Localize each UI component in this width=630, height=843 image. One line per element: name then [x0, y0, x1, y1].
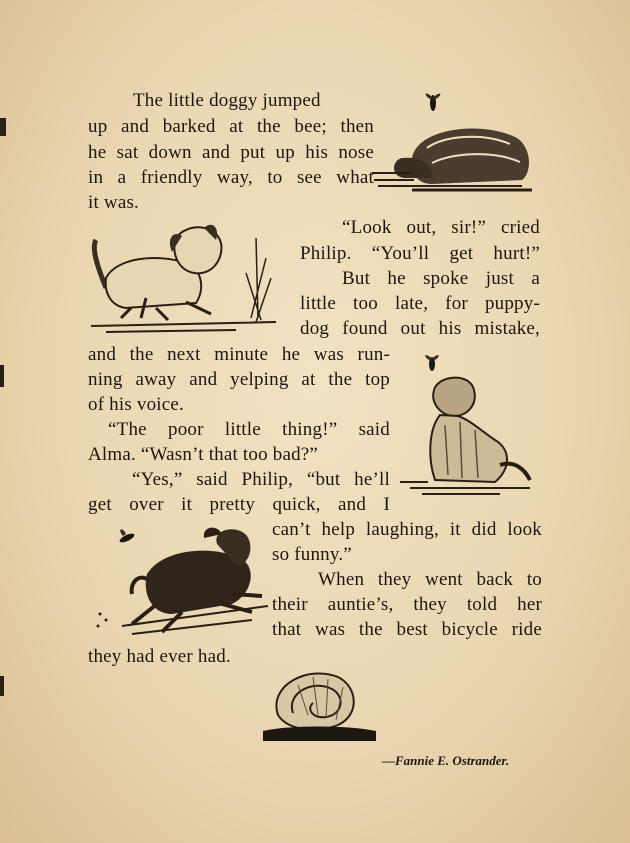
- story-line: “Look out, sir!” cried: [342, 217, 540, 238]
- story-line: “The poor little thing!” said: [108, 419, 390, 440]
- running-dog-icon: [92, 524, 268, 640]
- story-line: that was the best bicycle ride: [272, 619, 542, 640]
- story-line: it was.: [88, 192, 140, 213]
- bee-icon: [420, 88, 446, 116]
- binding-mark: [0, 118, 6, 136]
- story-line: can’t help laughing, it did look: [272, 519, 542, 540]
- binding-mark: [0, 676, 4, 696]
- story-line: in a friendly way, to see what: [88, 167, 374, 188]
- shell-icon: [258, 665, 380, 743]
- sleeping-dog-icon: [372, 118, 540, 196]
- story-line: and the next minute he was run-: [88, 344, 390, 365]
- story-line: Alma. “Wasn’t that too bad?”: [88, 444, 319, 465]
- sitting-dog-icon: [400, 370, 542, 500]
- story-line: they had ever had.: [88, 646, 231, 667]
- story-line: so funny.”: [272, 544, 352, 565]
- story-line: of his voice.: [88, 394, 184, 415]
- story-line: ning away and yelping at the top: [88, 369, 390, 390]
- story-line: Philip. “You’ll get hurt!”: [300, 243, 540, 264]
- binding-mark: [0, 365, 4, 387]
- puppy-icon: [86, 218, 284, 336]
- story-line: “Yes,” said Philip, “but he’ll: [132, 469, 390, 490]
- story-line: dog found out his mistake,: [300, 318, 540, 339]
- author-signature: —Fannie E. Ostrander.: [382, 753, 510, 768]
- story-line: he sat down and put up his nose: [88, 142, 374, 163]
- story-line: little too late, for puppy-: [300, 293, 540, 314]
- story-line: When they went back to: [318, 569, 542, 590]
- story-line: But he spoke just a: [342, 268, 540, 289]
- story-line: The little doggy jumped: [133, 90, 321, 111]
- story-line: get over it pretty quick, and I: [88, 494, 390, 515]
- story-line: their auntie’s, they told her: [272, 594, 542, 615]
- story-line: up and barked at the bee; then: [88, 116, 374, 137]
